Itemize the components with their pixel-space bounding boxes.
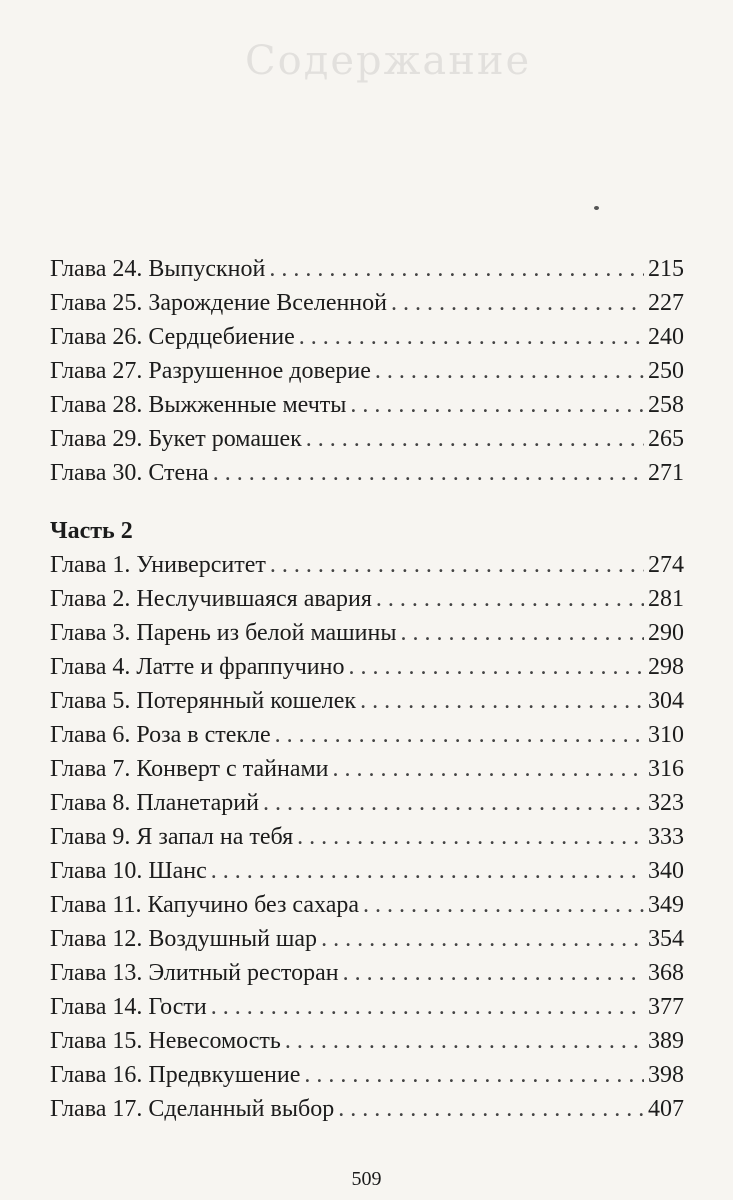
entry-page: 215 bbox=[648, 256, 684, 282]
dot-leader bbox=[350, 388, 644, 422]
toc-entry bbox=[50, 320, 684, 354]
entry-title: Глава 26. Сердцебиение bbox=[50, 324, 295, 350]
dot-leader bbox=[269, 252, 644, 286]
entry-title: Глава 7. Конверт с тайнами bbox=[50, 756, 329, 782]
table-of-contents bbox=[50, 252, 684, 1126]
page-number: 509 bbox=[351, 1168, 382, 1190]
entry-page: 281 bbox=[648, 586, 684, 612]
entry-page: 377 bbox=[648, 994, 684, 1020]
toc-entry bbox=[50, 820, 684, 854]
toc-entry bbox=[50, 548, 684, 582]
toc-entry bbox=[50, 388, 684, 422]
entry-title: Глава 6. Роза в стекле bbox=[50, 722, 271, 748]
entry-title: Глава 2. Неслучившаяся авария bbox=[50, 586, 372, 612]
entry-title: Глава 10. Шанс bbox=[50, 858, 207, 884]
entry-page: 340 bbox=[648, 858, 684, 884]
entry-page: 240 bbox=[648, 324, 684, 350]
dot-leader bbox=[211, 854, 644, 888]
entry-title: Глава 11. Капучино без сахара bbox=[50, 892, 360, 918]
entry-title: Глава 13. Элитный ресторан bbox=[50, 960, 339, 986]
entry-page: 316 bbox=[648, 756, 684, 782]
dot-leader bbox=[348, 650, 644, 684]
toc-entry bbox=[50, 684, 684, 718]
bleed-through-title: Содержание bbox=[245, 38, 532, 84]
dot-leader bbox=[400, 616, 644, 650]
entry-page: 290 bbox=[648, 620, 684, 646]
entry-page: 389 bbox=[648, 1028, 684, 1054]
part-heading: Часть 2 bbox=[50, 518, 133, 544]
dot-leader bbox=[306, 422, 644, 456]
entry-page: 265 bbox=[648, 426, 684, 452]
entry-title: Глава 24. Выпускной bbox=[50, 256, 266, 282]
dot-leader bbox=[270, 548, 644, 582]
entry-page: 304 bbox=[648, 688, 684, 714]
entry-page: 349 bbox=[648, 892, 684, 918]
entry-title: Глава 5. Потерянный кошелек bbox=[50, 688, 357, 714]
entry-page: 407 bbox=[648, 1096, 684, 1122]
entry-title: Глава 12. Воздушный шар bbox=[50, 926, 318, 952]
entry-page: 310 bbox=[648, 722, 684, 748]
toc-entry bbox=[50, 650, 684, 684]
dot-leader bbox=[376, 582, 644, 616]
toc-entry bbox=[50, 888, 684, 922]
entry-title: Глава 16. Предвкушение bbox=[50, 1062, 301, 1088]
dot-leader bbox=[263, 786, 644, 820]
dot-leader bbox=[285, 1024, 644, 1058]
entry-page: 271 bbox=[648, 460, 684, 486]
toc-entry bbox=[50, 990, 684, 1024]
entry-title: Глава 15. Невесомость bbox=[50, 1028, 281, 1054]
entry-title: Глава 25. Зарождение Вселенной bbox=[50, 290, 387, 316]
dot-leader bbox=[375, 354, 644, 388]
entry-page: 250 bbox=[648, 358, 684, 384]
entry-title: Глава 4. Латте и фраппучино bbox=[50, 654, 345, 680]
entry-title: Глава 8. Планетарий bbox=[50, 790, 259, 816]
entry-title: Глава 30. Стена bbox=[50, 460, 209, 486]
toc-entry bbox=[50, 956, 684, 990]
entry-page: 298 bbox=[648, 654, 684, 680]
entry-page: 354 bbox=[648, 926, 684, 952]
dot-leader bbox=[343, 956, 644, 990]
toc-entry bbox=[50, 422, 684, 456]
dot-leader bbox=[297, 820, 644, 854]
entry-page: 398 bbox=[648, 1062, 684, 1088]
dot-leader bbox=[321, 922, 644, 956]
entry-title: Глава 27. Разрушенное доверие bbox=[50, 358, 371, 384]
dot-leader bbox=[275, 718, 644, 752]
ink-speck bbox=[594, 206, 599, 210]
entry-title: Глава 3. Парень из белой машины bbox=[50, 620, 397, 646]
toc-entry bbox=[50, 252, 684, 286]
dot-leader bbox=[363, 888, 644, 922]
dot-leader bbox=[211, 990, 644, 1024]
dot-leader bbox=[360, 684, 644, 718]
toc-entry bbox=[50, 286, 684, 320]
toc-entry bbox=[50, 616, 684, 650]
entry-title: Глава 9. Я запал на тебя bbox=[50, 824, 294, 850]
entry-page: 368 bbox=[648, 960, 684, 986]
toc-entry bbox=[50, 1024, 684, 1058]
part1-entries bbox=[50, 252, 684, 490]
toc-entry bbox=[50, 354, 684, 388]
toc-entry bbox=[50, 456, 684, 490]
entry-page: 333 bbox=[648, 824, 684, 850]
toc-entry bbox=[50, 752, 684, 786]
dot-leader bbox=[299, 320, 644, 354]
entry-page: 274 bbox=[648, 552, 684, 578]
entry-title: Глава 14. Гости bbox=[50, 994, 207, 1020]
toc-entry bbox=[50, 922, 684, 956]
dot-leader bbox=[391, 286, 644, 320]
toc-entry bbox=[50, 786, 684, 820]
entry-title: Глава 29. Букет ромашек bbox=[50, 426, 302, 452]
toc-entry bbox=[50, 1058, 684, 1092]
toc-entry bbox=[50, 1092, 684, 1126]
toc-entry bbox=[50, 854, 684, 888]
toc-entry bbox=[50, 582, 684, 616]
dot-leader bbox=[213, 456, 644, 490]
part2-entries bbox=[50, 548, 684, 1126]
dot-leader bbox=[304, 1058, 644, 1092]
entry-title: Глава 1. Университет bbox=[50, 552, 266, 578]
dot-leader bbox=[333, 752, 645, 786]
entry-page: 227 bbox=[648, 290, 684, 316]
toc-entry bbox=[50, 718, 684, 752]
dot-leader bbox=[338, 1092, 644, 1126]
entry-page: 258 bbox=[648, 392, 684, 418]
entry-title: Глава 28. Выжженные мечты bbox=[50, 392, 347, 418]
entry-page: 323 bbox=[648, 790, 684, 816]
entry-title: Глава 17. Сделанный выбор bbox=[50, 1096, 335, 1122]
